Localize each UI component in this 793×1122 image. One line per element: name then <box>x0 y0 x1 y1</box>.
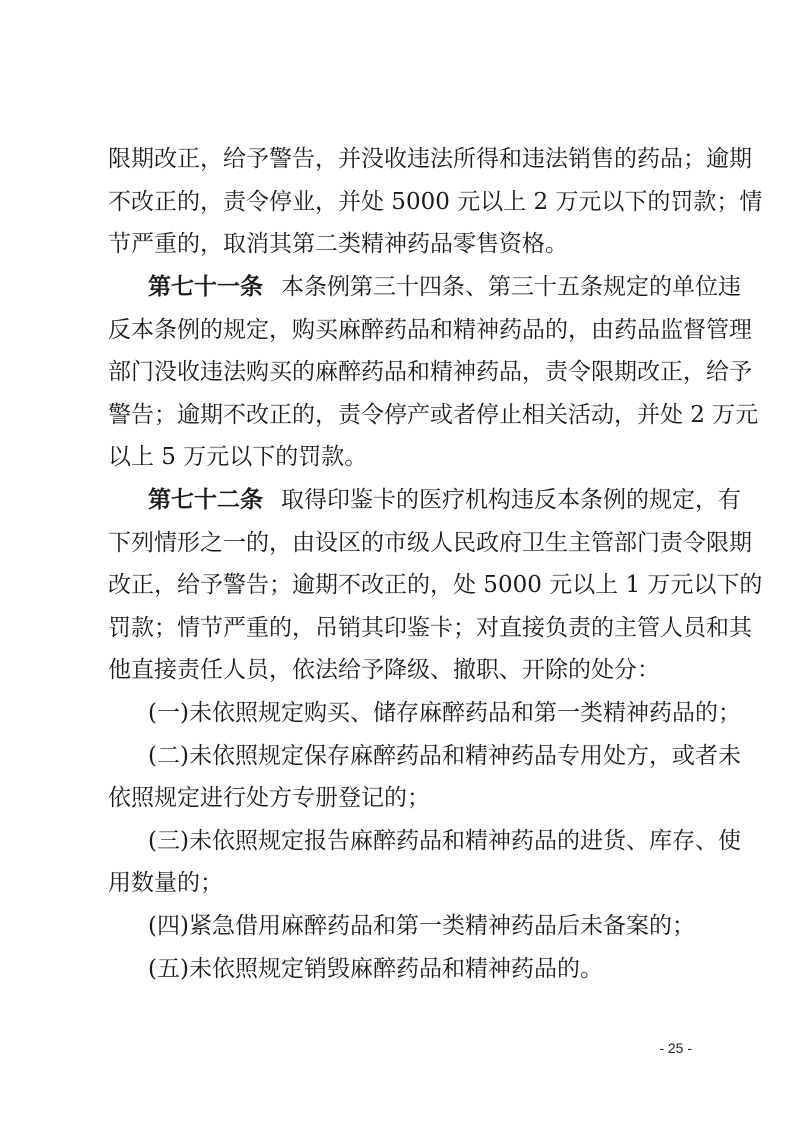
article-72-heading: 第七十二条 <box>148 486 263 513</box>
article-72-first-line <box>148 485 741 515</box>
list-item: (三)未依照规定报告麻醉药品和精神药品的进货、库存、使 <box>148 828 741 854</box>
text-line: 限期改正，给予警告，并没收违法所得和违法销售的药品；逾期 <box>108 146 752 172</box>
list-item-continuation: 用数量的； <box>108 870 223 896</box>
text-line: 取得印鉴卡的医疗机构违反本条例的规定，有 <box>281 487 741 513</box>
text-line: 警告；逾期不改正的，责令停产或者停止相关活动，并处 2 万元 <box>108 402 759 428</box>
text-line: 不改正的，责令停业，并处 5000 元以上 2 万元以下的罚款；情 <box>108 189 763 215</box>
text-line: 改正，给予警告；逾期不改正的，处 5000 元以上 1 万元以下的 <box>108 572 763 598</box>
text-line: 罚款；情节严重的，吊销其印鉴卡；对直接负责的主管人员和其 <box>108 615 752 641</box>
list-item: (五)未依照规定销毁麻醉药品和精神药品的。 <box>148 956 603 982</box>
article-71-first-line <box>148 272 741 302</box>
list-item: (四)紧急借用麻醉药品和第一类精神药品后未备案的； <box>148 913 695 939</box>
list-item: (二)未依照规定保存麻醉药品和精神药品专用处方，或者未 <box>148 743 741 769</box>
page-number: - 25 - <box>659 1040 692 1056</box>
text-line: 他直接责任人员，依法给予降级、撤职、开除的处分： <box>108 657 660 683</box>
list-item-continuation: 依照规定进行处方专册登记的； <box>108 785 430 811</box>
text-line: 节严重的，取消其第二类精神药品零售资格。 <box>108 231 568 257</box>
text-line: 本条例第三十四条、第三十五条规定的单位违 <box>281 274 741 300</box>
text-line: 反本条例的规定，购买麻醉药品和精神药品的，由药品监督管理 <box>108 317 752 343</box>
list-item: (一)未依照规定购买、储存麻醉药品和第一类精神药品的； <box>148 700 741 726</box>
text-line: 部门没收违法购买的麻醉药品和精神药品，责令限期改正，给予 <box>108 359 752 385</box>
text-line: 以上 5 万元以下的罚款。 <box>108 444 368 470</box>
text-line: 下列情形之一的，由设区的市级人民政府卫生主管部门责令限期 <box>108 530 752 556</box>
article-71-heading: 第七十一条 <box>148 273 263 300</box>
